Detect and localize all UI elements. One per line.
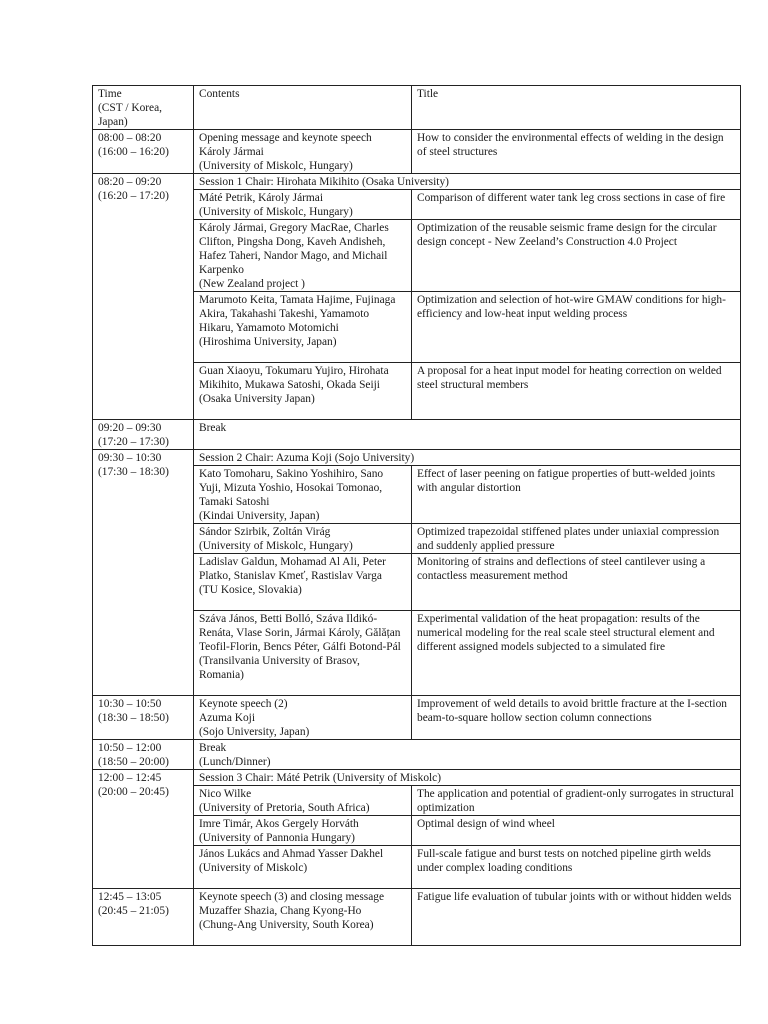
table-row [93,740,741,770]
table-row [93,696,741,740]
title-cell: Optimal design of wind wheel [412,816,741,846]
title-cell: The application and potential of gradient-only surrogates in structural optimization [412,786,741,816]
contents-cell [194,130,412,174]
time-cell: 09:20 – 09:30 (17:20 – 17:30) [93,420,194,450]
contents-text: Ladislav Galdun, Mohamad Al Ali, Peter Platko, Stanislav Kmeť, Rastislav Varga (TU Kosice, Slovakia) [199,556,386,596]
contents-cell [194,889,412,946]
contents-cell [194,846,412,889]
contents-text: Károly Jármai, Gregory MacRae, Charles Clifton, Pingsha Dong, Kaveh Andisheh, Hafez Taheri, Nandor Mago, and Michail Karpenko (New Zealand project ) [199,222,389,290]
time-cell: 10:50 – 12:00 (18:50 – 20:00) [93,740,194,770]
contents-cell [194,220,412,292]
session-heading: Session 1 Chair: Hirohata Mikihito (Osaka University) [194,174,741,190]
title-cell: Monitoring of strains and deflections of steel cantilever using a contactless measurement method [412,554,741,611]
time-cell: 12:00 – 12:45 (20:00 – 20:45) [93,770,194,889]
contents-text: Opening message and keynote speech Károly Jármai (University of Miskolc, Hungary) [199,132,372,172]
header-row [93,86,741,130]
title-cell: Fatigue life evaluation of tubular joints with or without hidden welds [412,889,741,946]
contents-text: Nico Wilke (University of Pretoria, South Africa) [199,788,370,814]
contents-cell [194,696,412,740]
title-cell: Full-scale fatigue and burst tests on notched pipeline girth welds under complex loading conditions [412,846,741,889]
contents-cell [194,524,412,554]
session-row [93,770,741,786]
header-time: Time (CST / Korea, Japan) [93,86,194,130]
session-heading: Session 3 Chair: Máté Petrik (University of Miskolc) [194,770,741,786]
contents-text: Guan Xiaoyu, Tokumaru Yujiro, Hirohata Mikihito, Mukawa Satoshi, Okada Seiji (Osaka University Japan) [199,365,389,405]
contents-cell [194,292,412,363]
title-cell: Optimized trapezoidal stiffened plates under uniaxial compression and suddenly applied pressure [412,524,741,554]
contents-cell [194,786,412,816]
session-heading: Session 2 Chair: Azuma Koji (Sojo University) [194,450,741,466]
time-cell: 09:30 – 10:30 (17:30 – 18:30) [93,450,194,696]
table-row [93,889,741,946]
session-row [93,174,741,190]
contents-text: János Lukács and Ahmad Yasser Dakhel (University of Miskolc) [199,848,384,874]
time-cell: 08:20 – 09:20 (16:20 – 17:20) [93,174,194,420]
time-cell: 12:45 – 13:05 (20:45 – 21:05) [93,889,194,946]
contents-cell [194,466,412,524]
table-row [93,420,741,450]
contents-text: Kato Tomoharu, Sakino Yoshihiro, Sano Yuji, Mizuta Yoshio, Hosokai Tomonao, Tamaki Satoshi (Kindai University, Japan) [199,468,384,522]
break-text: Break (Lunch/Dinner) [199,742,271,768]
header-title: Title [412,86,741,130]
contents-text: Marumoto Keita, Tamata Hajime, Fujinaga Akira, Takahashi Takeshi, Yamamoto Hikaru, Yamamoto Motomichi (Hiroshima University, Japan) [199,294,396,348]
title-cell: Optimization of the reusable seismic frame design for the circular design concept - New Zeeland’s Construction 4.0 Project [412,220,741,292]
contents-text: Máté Petrik, Károly Jármai (University of Miskolc, Hungary) [199,192,353,218]
time-cell: 08:00 – 08:20 (16:00 – 16:20) [93,130,194,174]
title-cell: A proposal for a heat input model for heating correction on welded steel structural members [412,363,741,420]
contents-text: Sándor Szirbik, Zoltán Virág (University of Miskolc, Hungary) [199,526,353,552]
break-cell: Break [194,420,741,450]
title-cell: Experimental validation of the heat propagation: results of the numerical modeling for the real scale steel structural element and different assigned models subjected to a simulated fire [412,611,741,696]
contents-text: Keynote speech (3) and closing message Muzaffer Shazia, Chang Kyong-Ho (Chung-Ang University, South Korea) [199,891,385,931]
contents-text: Száva János, Betti Bolló, Száva Ildikó-Renáta, Vlase Sorin, Jármai Károly, Gălățan Teofil-Florin, Bencs Péter, Gálfi Botond-Pál (Transilvania University of Brasov, Romania) [199,613,401,681]
title-cell: Effect of laser peening on fatigue properties of butt-welded joints with angular distortion [412,466,741,524]
title-cell: How to consider the environmental effects of welding in the design of steel structures [412,130,741,174]
contents-text: Imre Timár, Akos Gergely Horváth (University of Pannonia Hungary) [199,818,359,844]
title-cell: Comparison of different water tank leg cross sections in case of fire [412,190,741,220]
contents-cell [194,363,412,420]
schedule-page [92,85,740,946]
break-cell [194,740,741,770]
session-row [93,450,741,466]
contents-cell [194,554,412,611]
title-cell: Optimization and selection of hot-wire GMAW conditions for high-efficiency and low-heat input welding process [412,292,741,363]
time-cell: 10:30 – 10:50 (18:30 – 18:50) [93,696,194,740]
table-row [93,130,741,174]
contents-text: Keynote speech (2) Azuma Koji (Sojo University, Japan) [199,698,310,738]
schedule-table [92,85,741,946]
contents-cell [194,190,412,220]
header-contents: Contents [194,86,412,130]
title-cell: Improvement of weld details to avoid brittle fracture at the I-section beam-to-square hollow section column connections [412,696,741,740]
contents-cell [194,816,412,846]
contents-cell [194,611,412,696]
